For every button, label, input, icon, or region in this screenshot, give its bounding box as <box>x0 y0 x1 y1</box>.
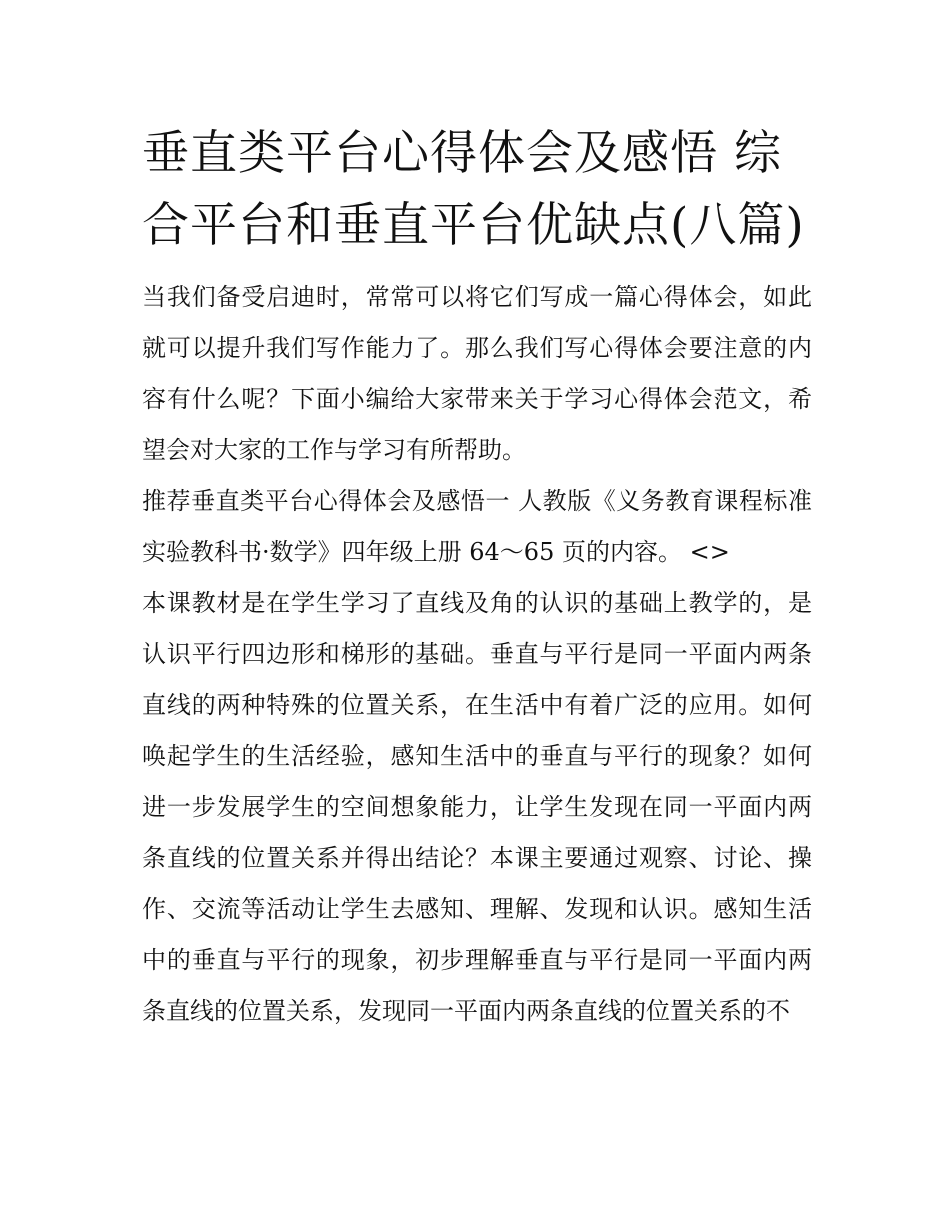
document-body <box>142 118 812 1037</box>
recommendation-paragraph: 推荐垂直类平台心得体会及感悟一 人教版《义务教育课程标准实验教科书·数学》四年级上册 64～65 页的内容。 <> <box>142 487 812 566</box>
lesson-analysis-paragraph: 本课教材是在学生学习了直线及角的认识的基础上教学的，是认识平行四边形和梯形的基础。垂直与平行是同一平面内两条直线的两种特殊的位置关系，在生活中有着广泛的应用。如何唤起学生的生活经验，感知生活中的垂直与平行的现象？如何进一步发展学生的空间想象能力，让学生发现在同一平面内两条直线的位置关系并得出结论？本课主要通过观察、讨论、操作、交流等活动让学生去感知、理解、发现和认识。感知生活中的垂直与平行的现象，初步理解垂直与平行是同一平面内两条直线的位置关系，发现同一平面内两条直线的位置关系的不 <box>142 589 812 1025</box>
intro-paragraph: 当我们备受启迪时，常常可以将它们写成一篇心得体会，如此就可以提升我们写作能力了。那么我们写心得体会要注意的内容有什么呢？下面小编给大家带来关于学习心得体会范文，希望会对大家的工作与学习有所帮助。 <box>142 283 812 464</box>
document-title: 垂直类平台心得体会及感悟 综合平台和垂直平台优缺点(八篇) <box>142 126 805 253</box>
